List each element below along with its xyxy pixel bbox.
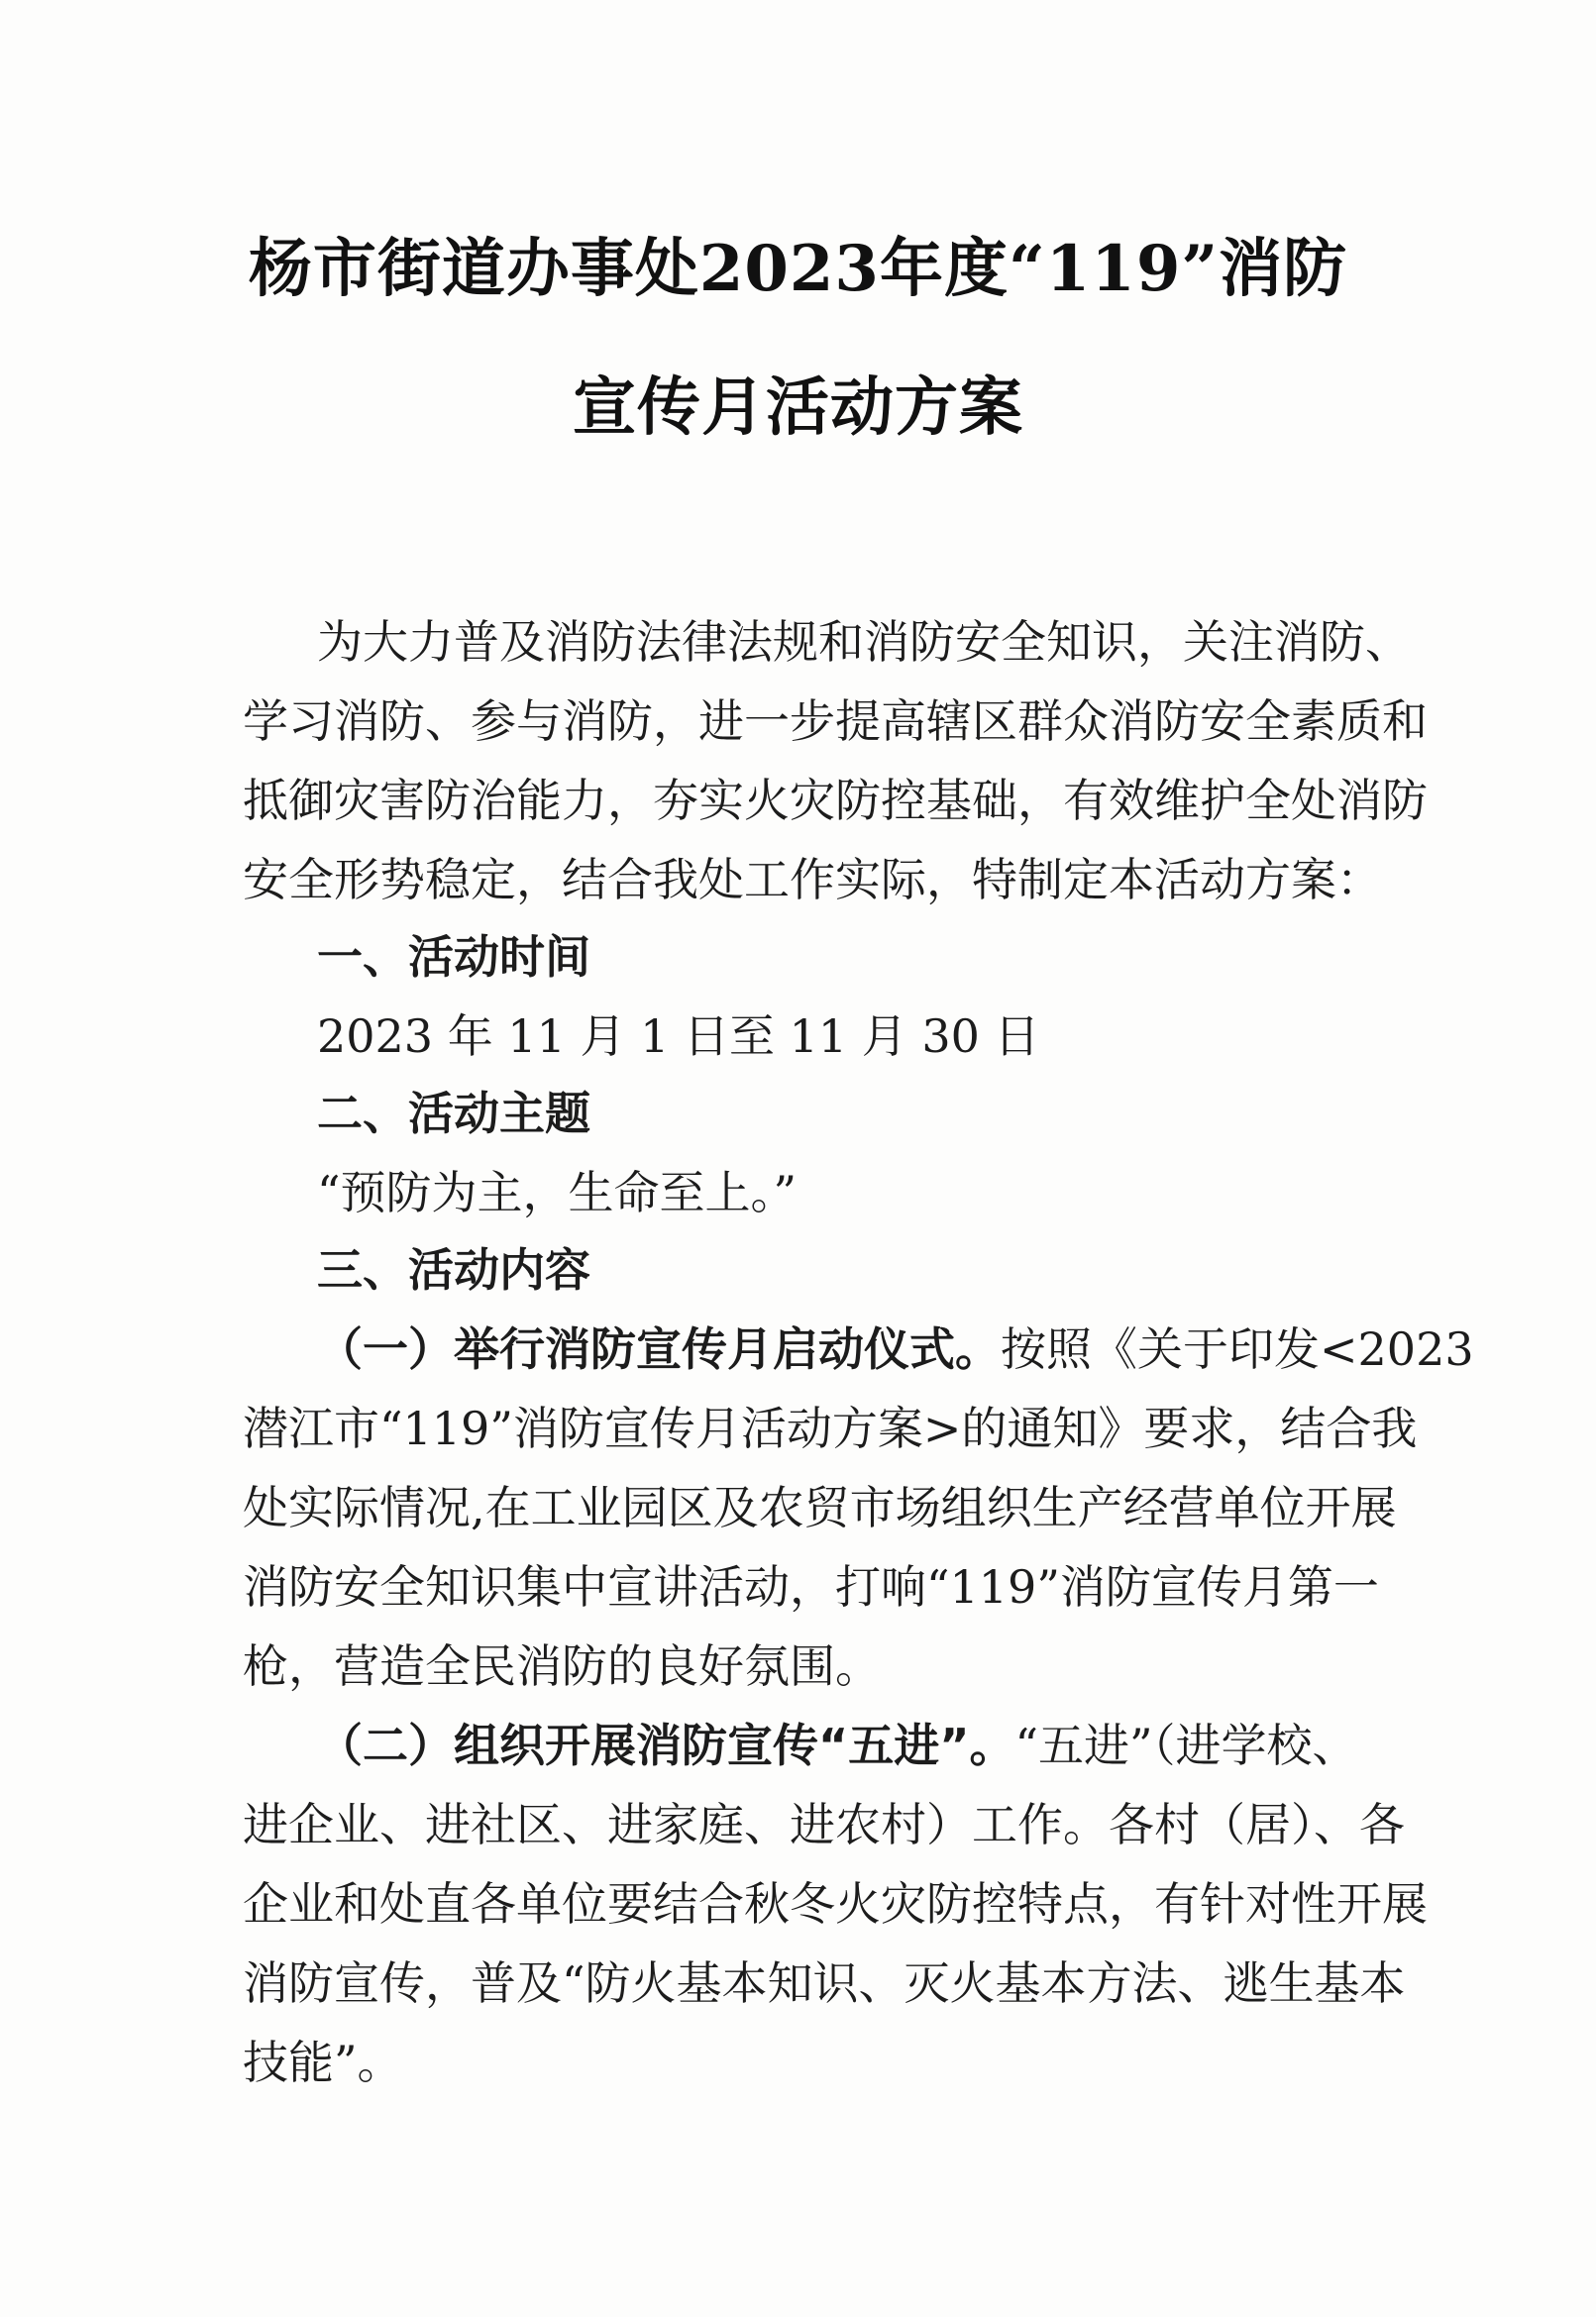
document-title-line2: 宣传月活动方案 bbox=[573, 370, 1023, 445]
item1-line-4: 消防安全知识集中宣讲活动，打响“119”消防宣传月第一 bbox=[243, 1560, 1379, 1614]
item1-first-line bbox=[317, 1317, 1474, 1381]
item2-line-5: 技能”。 bbox=[243, 2036, 403, 2089]
item2-line1-rest: “五进”（进学校、 bbox=[1014, 1719, 1358, 1772]
item1-line-3: 处实际情况,在工业园区及农贸市场组织生产经营单位开展 bbox=[243, 1481, 1397, 1534]
section2-content: “预防为主，生命至上。” bbox=[317, 1166, 798, 1219]
item1-line1-rest: 按照《关于印发<2023 bbox=[1001, 1322, 1474, 1376]
intro-line-4: 安全形势稳定，结合我处工作实际，特制定本活动方案： bbox=[243, 853, 1382, 906]
item2-line-3: 企业和处直各单位要结合秋冬火灾防控特点，有针对性开展 bbox=[243, 1877, 1428, 1931]
item2-first-line bbox=[317, 1714, 1358, 1777]
item2-lead: （二）组织开展消防宣传“五进”。 bbox=[317, 1719, 1015, 1772]
intro-line-1: 为大力普及消防法律法规和消防安全知识，关注消防、 bbox=[317, 615, 1411, 669]
section1-heading: 一、活动时间 bbox=[317, 930, 590, 984]
item1-line-2: 潜江市“119”消防宣传月活动方案>的通知》要求，结合我 bbox=[243, 1402, 1418, 1455]
intro-line-3: 抵御灾害防治能力，夯实火灾防控基础，有效维护全处消防 bbox=[243, 774, 1428, 827]
section3-heading: 三、活动内容 bbox=[317, 1243, 590, 1297]
document-title-line1: 杨市街道办事处2023年度“119”消防 bbox=[248, 232, 1348, 306]
section2-heading: 二、活动主题 bbox=[317, 1087, 590, 1140]
item2-line-2: 进企业、进社区、进家庭、进农村）工作。各村（居）、各 bbox=[243, 1798, 1405, 1851]
section1-content: 2023 年 11 月 1 日至 11 月 30 日 bbox=[317, 1009, 1040, 1063]
item1-line-5: 枪，营造全民消防的良好氛围。 bbox=[243, 1639, 881, 1693]
intro-line-2: 学习消防、参与消防，进一步提高辖区群众消防安全素质和 bbox=[243, 694, 1428, 748]
item1-lead: （一）举行消防宣传月启动仪式。 bbox=[317, 1322, 1001, 1376]
item2-line-4: 消防宣传，普及“防火基本知识、灭火基本方法、逃生基本 bbox=[243, 1956, 1406, 2010]
